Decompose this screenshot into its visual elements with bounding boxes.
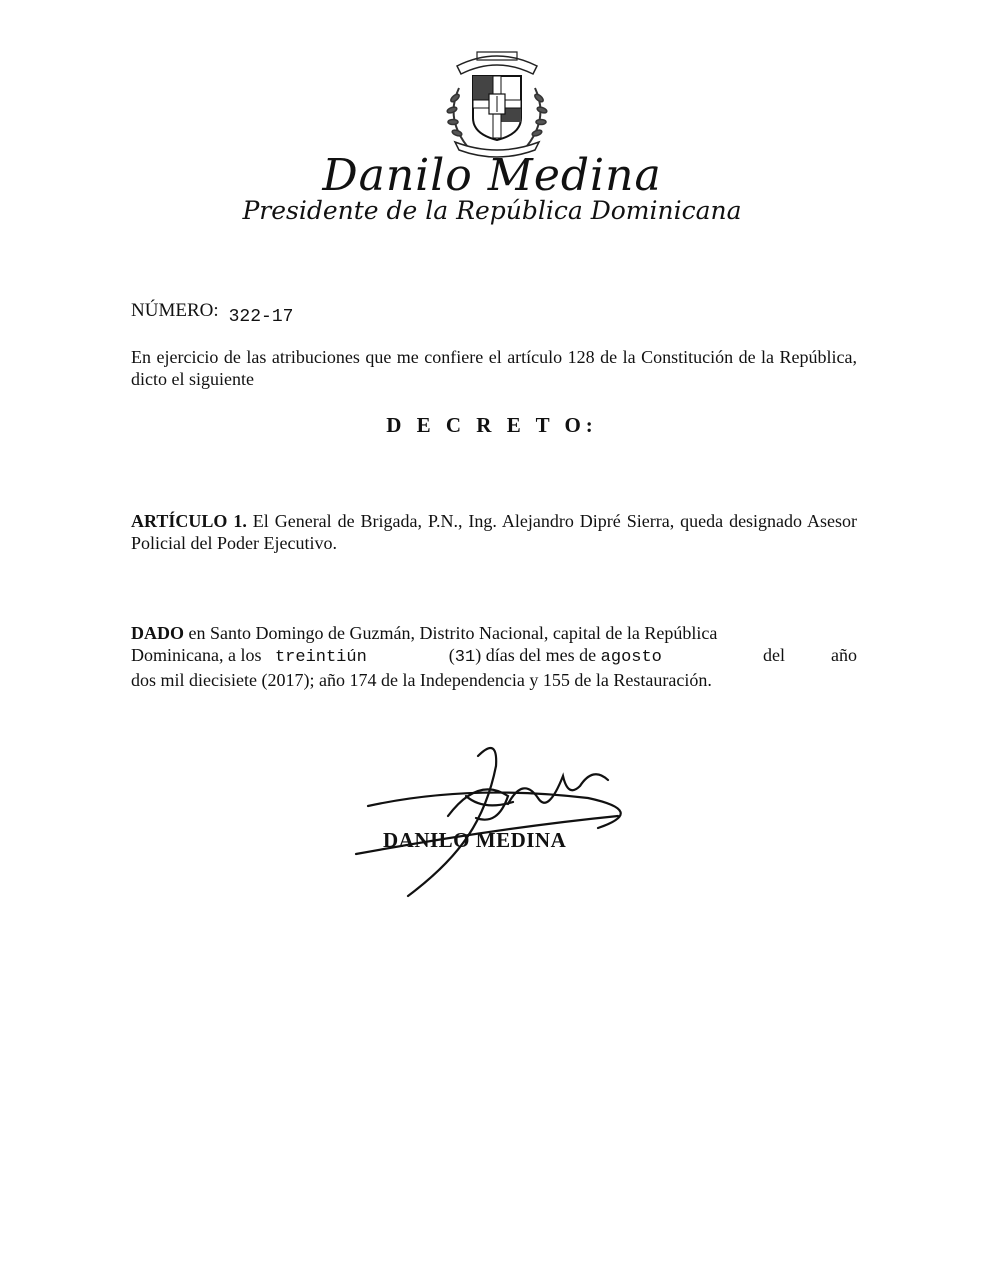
article-1-paragraph [131,510,857,554]
day-number: 31 [454,648,476,667]
dado-line-3: dos mil diecisiete (2017); año 174 de la Independencia y 155 de la Restauración. [131,670,712,690]
day-in-words: treintiún [274,648,367,667]
article-1-text: El General de Brigada, P.N., Ing. Alejandro Dipré Sierra, queda designado Asesor Policial del Poder Ejecutivo. [131,511,857,553]
dado-line-2: Dominicana, a los treintiún (31) días del mes de agosto del año [131,645,857,667]
handwritten-signature [348,736,638,906]
letterhead-title: Presidente de la República Dominicana [242,196,742,225]
intro-paragraph: En ejercicio de las atribuciones que me confiere el artículo 128 de la Constitución de la República, dicto el siguiente [131,347,857,389]
signer-printed-name: DANILO MEDINA [383,828,567,852]
decree-number-label: NÚMERO: [131,300,219,321]
letterhead-name: Danilo Medina [322,150,662,201]
month: agosto [600,648,662,667]
decree-heading: D E C R E T O: [386,413,598,437]
dado-paragraph [131,622,857,691]
decree-number [131,300,294,327]
dado-line-1: DADO en Santo Domingo de Guzmán, Distrito Nacional, capital de la República [131,623,718,643]
decree-number-value: 322-17 [228,307,294,327]
coat-of-arms-seal [437,38,557,160]
article-1-label: ARTÍCULO 1. [131,511,247,531]
dado-label: DADO [131,623,184,643]
